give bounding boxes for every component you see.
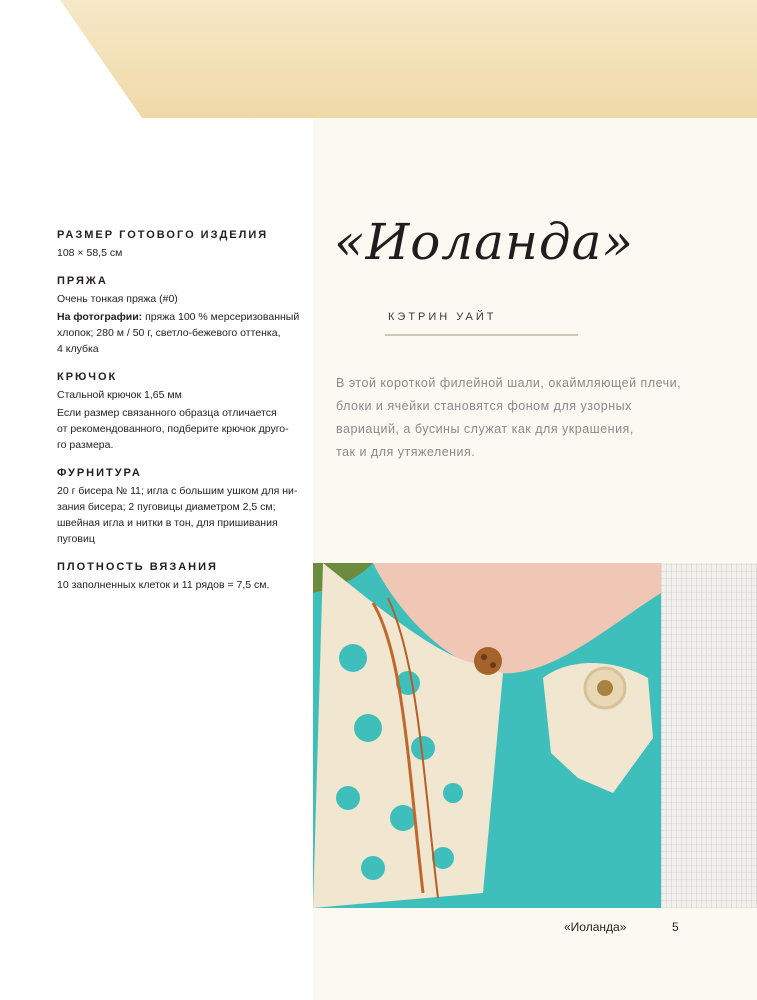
hook-note-line-1: Если размер связанного образца отличается	[57, 407, 277, 419]
spec-heading-notions: ФУРНИТУРА	[57, 467, 142, 479]
spec-hook	[57, 371, 307, 453]
spec-text-hook-note	[57, 405, 307, 453]
intro-line-2: блоки и ячейки становятся фоном для узорных	[336, 399, 632, 413]
lace-collar-photo	[313, 563, 661, 908]
spec-size	[57, 229, 307, 261]
author-name: КЭТРИН УАЙТ	[388, 311, 497, 323]
spec-yarn	[57, 275, 307, 357]
spec-text-yarn-photo	[57, 309, 307, 357]
photo-label: На фотографии:	[57, 311, 143, 323]
author-underline	[385, 334, 578, 336]
notions-line-3: швейная игла и нитки в тон, для пришивания	[57, 517, 278, 529]
spec-text-notions	[57, 483, 307, 547]
top-decorative-band	[60, 0, 757, 118]
photo-line-2: хлопок; 280 м / 50 г, светло-бежевого оттенка,	[57, 327, 281, 339]
spec-gauge	[57, 561, 307, 593]
footer-title: «Иоланда»	[564, 920, 627, 934]
hook-note-line-2: от рекомендованного, подберите крючок друго-	[57, 423, 289, 435]
intro-line-3: вариаций, а бусины служат как для украшения,	[336, 422, 634, 436]
page-number: 5	[672, 920, 679, 934]
lace-collar-illustration	[313, 563, 661, 908]
spec-text-size: 108 × 58,5 см	[57, 247, 123, 259]
intro-line-4: так и для утяжеления.	[336, 445, 476, 459]
photo-line-1: пряжа 100 % мерсеризованный	[142, 311, 300, 323]
spec-text-hook: Стальной крючок 1,65 мм	[57, 389, 182, 401]
pattern-title: «Иоланда»	[334, 213, 634, 271]
notions-line-2: зания бисера; 2 пуговицы диаметром 2,5 см;	[57, 501, 276, 513]
spec-text-yarn: Очень тонкая пряжа (#0)	[57, 293, 178, 305]
spec-heading-gauge: ПЛОТНОСТЬ ВЯЗАНИЯ	[57, 561, 218, 573]
intro-line-1: В этой короткой филейной шали, окаймляющей плечи,	[336, 376, 682, 390]
hook-note-line-3: го размера.	[57, 439, 114, 451]
spec-heading-hook: КРЮЧОК	[57, 371, 118, 383]
photo-line-3: 4 клубка	[57, 343, 99, 355]
specs-column	[57, 229, 307, 607]
texture-strip	[661, 563, 757, 908]
spec-heading-size: РАЗМЕР ГОТОВОГО ИЗДЕЛИЯ	[57, 229, 269, 241]
spec-text-gauge: 10 заполненных клеток и 11 рядов = 7,5 см.	[57, 579, 270, 591]
notions-line-4: пуговиц	[57, 533, 95, 545]
notions-line-1: 20 г бисера № 11; игла с большим ушком для ни-	[57, 485, 298, 497]
spec-heading-yarn: ПРЯЖА	[57, 275, 108, 287]
spec-notions	[57, 467, 307, 547]
intro-paragraph	[336, 372, 686, 464]
